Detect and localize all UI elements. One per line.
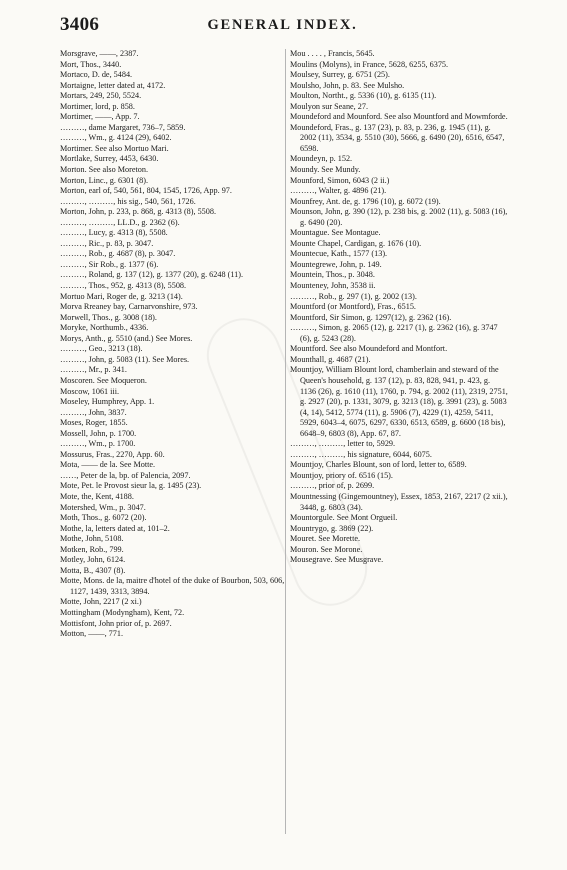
index-entry: Morton, John, p. 233, p. 868, g. 4313 (8), 5508. (60, 207, 217, 217)
index-entry: ………, Rob., g. 4687 (8), p. 3047. (60, 249, 176, 259)
index-column-left (60, 49, 292, 640)
index-entry: Mounthall, g. 4687 (21). (290, 354, 371, 364)
index-entry: Moseley, Humphrey, App. 1. (60, 397, 155, 407)
index-entry: Mountjoy, priory of. 6516 (15). (290, 470, 393, 480)
index-entry: Morton, Linc., g. 6301 (8). (60, 175, 149, 185)
index-entry: Morsgrave, ——, 2387. (60, 49, 139, 58)
index-entry: Mountford. See also Moundeford and Montfort. (290, 344, 448, 354)
index-entry: ………, Ric., p. 83, p. 3047. (60, 238, 154, 248)
index-entry: ………, Lucy, g. 4313 (8), 5508. (60, 228, 168, 238)
index-entry: ………, ………, his sig., 540, 561, 1726. (60, 196, 196, 206)
index-entry: Mountrygo, g. 3869 (22). (290, 523, 374, 533)
page-number: 3406 (60, 14, 100, 35)
index-entry: ………, Simon, g. 2065 (12), g. 2217 (1), g. 2362 (16), g. 3747 (6), g. 5243 (28). (290, 323, 498, 343)
index-entry: Moulins (Molyns), in France, 5628, 6255, 6375. (290, 59, 449, 69)
index-entry: Moses, Roger, 1855. (60, 418, 128, 428)
index-entry: Moundeyn, p. 152. (290, 154, 353, 164)
index-entry: Mounford, Simon, 6043 (2 ii.) (290, 175, 390, 185)
index-entry: ………, ………, his signature, 6044, 6075. (290, 449, 432, 459)
index-entry: Mountague. See Montague. (290, 228, 381, 238)
index-entry: Moundeford and Mounford. See also Mountford and Mowmforde. (290, 112, 508, 122)
index-entry: Moulyon sur Seane, 27. (290, 101, 369, 111)
index-entry: ………, dame Margaret, 736–7, 5859. (60, 122, 186, 132)
index-entry: ………, Roland, g. 137 (12), g. 1377 (20), g. 6248 (11). (60, 270, 243, 280)
index-entry: Morys, Anth., g. 5510 (and.) See Mores. (60, 333, 193, 343)
index-entry: Mortimer. See also Mortuo Mari. (60, 143, 169, 153)
index-entry: Mountford, Sir Simon, g. 1297(12), g. 2362 (16). (290, 312, 452, 322)
index-entry: Mounfrey, Ant. de, g. 1796 (10), g. 6072 (19). (290, 196, 441, 206)
index-entry: Mortars, 249, 250, 5524. (60, 91, 142, 101)
index-entry: Motte, John, 2217 (2 xi.) (60, 597, 142, 607)
index-entry: ………, Rob., g. 297 (1), g. 2002 (13). (290, 291, 417, 301)
page-header (60, 14, 505, 38)
index-entry: Mortlake, Surrey, 4453, 6430. (60, 154, 159, 164)
index-entry: Mounte Chapel, Cardigan, g. 1676 (10). (290, 238, 422, 248)
index-entry: Mountegrewe, John, p. 149. (290, 259, 382, 269)
index-entry: ………, prior of, p. 2699. (290, 481, 375, 491)
index-entry: Mou . . . . , Francis, 5645. (290, 49, 375, 58)
index-entry: Mortaigne, letter dated at, 4172. (60, 80, 166, 90)
index-entry: Moundy. See Mundy. (290, 165, 361, 175)
index-entry: Motley, John, 6124. (60, 555, 126, 565)
index-entry: Mortaco, D. de, 5484. (60, 70, 133, 80)
index-entry: Moulsey, Surrey, g. 6751 (25). (290, 70, 390, 80)
index-entry: Mothe, la, letters dated at, 101–2. (60, 523, 170, 533)
index-entry: Motton, ——, 771. (60, 629, 124, 639)
index-entry: Mouret. See Morette. (290, 534, 361, 544)
index-entry: Mote, the, Kent, 4188. (60, 491, 134, 501)
index-entry: Motershed, Wm., p. 3047. (60, 502, 146, 512)
index-entry: Mottisfont, John prior of, p. 2697. (60, 618, 172, 628)
index-entry: Mottingham (Modyngham), Kent, 72. (60, 607, 185, 617)
index-entry: Mortuo Mari, Roger de, g. 3213 (14). (60, 291, 183, 301)
index-entry: Morwell, Thos., g. 3008 (18). (60, 312, 157, 322)
index-entry: Mounteney, John, 3538 ii. (290, 281, 376, 291)
index-entry: Moscow, 1061 iii. (60, 386, 120, 396)
index-entry: ………, ………, LL.D., g. 2362 (6). (60, 217, 180, 227)
index-entry: Moulton, Northt., g. 5336 (10), g. 6135 (11). (290, 91, 437, 101)
index-entry: Mountnessing (Gingemountney), Essex, 1853, 2167, 2217 (2 xii.), 3448, g. 6803 (34). (290, 491, 508, 512)
index-entry: Mothe, John, 5108. (60, 534, 124, 544)
index-entry: ……, Peter de la, bp. of Palencia, 2097. (60, 470, 191, 480)
index-entry: ………, Sir Rob., g. 1377 (6). (60, 259, 159, 269)
index-entry: Mountjoy, Charles Blount, son of lord, letter to, 6589. (290, 460, 467, 470)
index-entry: Morton, earl of, 540, 561, 804, 1545, 1726, App. 97. (60, 186, 232, 196)
running-title: GENERAL INDEX. (207, 17, 358, 33)
index-entry: Moundeford, Fras., g. 137 (23), p. 83, p. 236, g. 1945 (11), g. 2002 (11), 3534, g. 5510 (30), 5666, g. 6490 (20), 6516, 6547, 6598. (290, 122, 505, 153)
index-entry: ………, John, 3837. (60, 407, 127, 417)
index-entry: ………, Wm., p. 1700. (60, 439, 136, 449)
index-entry: Motte, Mons. de la, maitre d'hotel of the duke of Bourbon, 503, 606, 1127, 1439, 3313, 3894. (60, 576, 285, 596)
index-entry: Mountein, Thos., p. 3048. (290, 270, 375, 280)
index-entry: Mortimer, ——, App. 7. (60, 112, 140, 122)
index-entry: ………, Mr., p. 341. (60, 365, 127, 375)
index-entry: Mountford (or Montford), Fras., 6515. (290, 302, 416, 312)
index-entry: Mounson, John, g. 390 (12), p. 238 bis, g. 2002 (11), g. 5083 (16), g. 6490 (20). (290, 207, 508, 227)
index-entry: Mota, —— de la. See Motte. (60, 460, 156, 470)
index-entry: Moth, Thos., g. 6072 (20). (60, 513, 147, 523)
index-entry: Mousegrave. See Musgrave. (290, 555, 384, 565)
index-entry: Mort, Thos., 3440. (60, 59, 122, 69)
index-entry: Mountjoy, William Blount lord, chamberlain and steward of the Queen's household, g. 137 (12), p. 83, 828, 941, p. 423, g. 1136 (26), g. 1610 (11), 1760, p. 794, g. 2002 (11), 2319, 2751, g. 2927 (20), p. 1331, 3079, g. 3213 (18), g. 3991 (23), g. 5083 (4, 14), 5412, 5774 (11), g. 5906 (7), 4229 (1), 4259, 5411, 5929, 6043–4, 6075, 6297, 6330, 6513, 6589, g. 6600 (18 bis), 6648–9, 6803 (8), App. 67, 87. (290, 365, 508, 438)
index-entry: Mountecue, Kath., 1577 (13). (290, 249, 388, 259)
index-column-right (290, 49, 508, 566)
index-entry: Mountorgule. See Mont Orgueil. (290, 513, 398, 523)
index-entry: ………, Wm., g. 4124 (29), 6402. (60, 133, 172, 143)
index-entry: Mouron. See Morone. (290, 544, 363, 554)
index-entry: Mortimer, lord, p. 858. (60, 101, 135, 111)
index-entry: Motken, Rob., 799. (60, 544, 124, 554)
index-entry: Mote, Pet. le Provost sieur la, g. 1495 (23). (60, 481, 202, 491)
index-entry: Moscoren. See Moqueron. (60, 375, 147, 385)
index-entry: ………, ………, letter to, 5929. (290, 439, 396, 449)
index-entry: ………, John, g. 5083 (11). See Mores. (60, 354, 190, 364)
index-entry: ………, Thos., 952, g. 4313 (8), 5508. (60, 281, 187, 291)
index-entry: Mossell, John, p. 1700. (60, 428, 137, 438)
index-entry: Motta, B., 4307 (8). (60, 565, 126, 575)
index-entry: Morton. See also Moreton. (60, 165, 149, 175)
index-entry: ………, Geo., 3213 (18). (60, 344, 143, 354)
index-entry: Moulsho, John, p. 83. See Mulsho. (290, 80, 405, 90)
index-entry: ………, Walter, g. 4896 (21). (290, 186, 387, 196)
index-entry: Mossurus, Fras., 2270, App. 60. (60, 449, 165, 459)
index-entry: Moryke, Northumb., 4336. (60, 323, 149, 333)
index-entry: Morva Rreaney bay, Carnarvonshire, 973. (60, 302, 198, 312)
column-divider (285, 49, 286, 834)
